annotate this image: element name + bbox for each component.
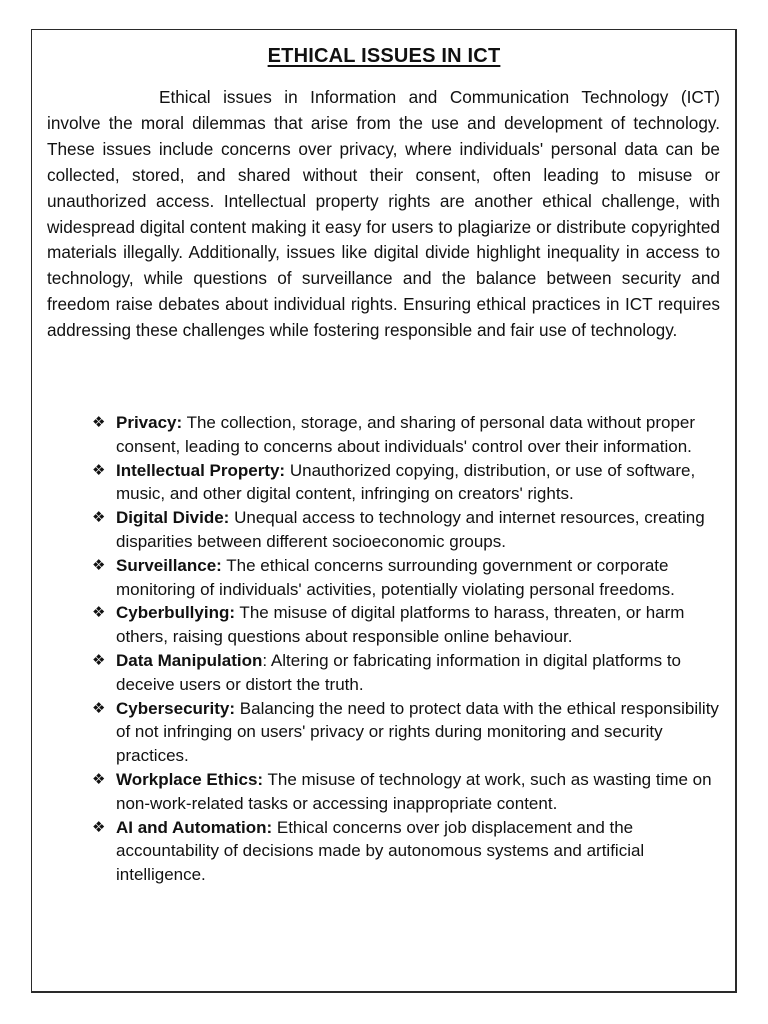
issue-description: Balancing the need to protect data with the ethical responsibility of not infringing on users' privacy or rights during monitoring and security practices. (116, 698, 719, 766)
issue-term: Cyberbullying: (116, 603, 236, 623)
diamond-dots-bullet-icon: ❖ (92, 770, 106, 788)
list-item-privacy (92, 411, 722, 459)
issue-description: Unauthorized copying, distribution, or use of software, music, and other digital content, infringing on creators' rights. (116, 460, 696, 504)
diamond-dots-bullet-icon: ❖ (92, 509, 106, 527)
intro-paragraph: Ethical issues in Information and Communication Technology (ICT) involve the moral dilemmas that arise from the use and development of technology. These issues include concerns over privacy, where individuals' personal data can be collected, stored, and shared without their consent, often leading to misuse or unauthorized access. Intellectual property rights are another ethical challenge, with widespread digital content making it easy for users to plagiarize or distribute copyrighted materials illegally. Additionally, issues like digital divide highlight inequality in access to technology, while questions of surveillance and the balance between security and freedom raise debates about individual rights. Ensuring ethical practices in ICT requires addressing these challenges while fostering responsible and fair use of technology. (47, 87, 720, 341)
issue-description: The ethical concerns surrounding government or corporate monitoring of individuals' activities, potentially violating personal freedoms. (116, 555, 675, 599)
issue-description: The misuse of digital platforms to harass, threaten, or harm others, raising questions about responsible online behaviour. (116, 603, 685, 647)
issue-term: Digital Divide: (116, 508, 230, 528)
list-item-intellectual-property (92, 459, 722, 507)
list-item-data-manipulation (92, 649, 722, 697)
issue-description: Unequal access to technology and internet resources, creating disparities between different socioeconomic groups. (116, 508, 705, 551)
diamond-dots-bullet-icon: ❖ (92, 461, 106, 479)
issue-term: Data Manipulation (116, 650, 263, 670)
issue-description: The misuse of technology at work, such as wasting time on non-work-related tasks or accessing inappropriate content. (116, 769, 712, 813)
diamond-dots-bullet-icon: ❖ (92, 699, 106, 717)
document-title: ETHICAL ISSUES IN ICT (267, 45, 501, 67)
list-item-ai-automation (92, 816, 722, 887)
issue-description: Ethical concerns over job displacement and the accountability of decisions made by autonomous systems and artificial intelligence. (116, 817, 645, 885)
issue-term: Intellectual Property: (116, 460, 286, 480)
diamond-dots-bullet-icon: ❖ (92, 651, 106, 669)
issue-term: Surveillance: (116, 555, 222, 575)
issue-term: AI and Automation: (116, 817, 273, 837)
list-item-surveillance (92, 554, 722, 602)
issue-description: : Altering or fabricating information in digital platforms to deceive users or distort the truth. (116, 650, 681, 694)
list-item-cybersecurity (92, 697, 722, 768)
diamond-dots-bullet-icon: ❖ (92, 818, 106, 836)
issue-description: The collection, storage, and sharing of personal data without proper consent, leading to concerns about individuals' control over their information. (116, 413, 696, 456)
diamond-dots-bullet-icon: ❖ (92, 556, 106, 574)
ethical-issues-list (92, 411, 722, 887)
diamond-dots-bullet-icon: ❖ (92, 604, 106, 622)
issue-term: Privacy: (116, 413, 183, 432)
list-item-cyberbullying (92, 601, 722, 649)
diamond-dots-bullet-icon: ❖ (92, 414, 106, 431)
issue-term: Cybersecurity: (116, 698, 236, 718)
list-item-workplace-ethics (92, 768, 722, 816)
issue-term: Workplace Ethics: (116, 769, 264, 789)
list-item-digital-divide (92, 506, 722, 554)
